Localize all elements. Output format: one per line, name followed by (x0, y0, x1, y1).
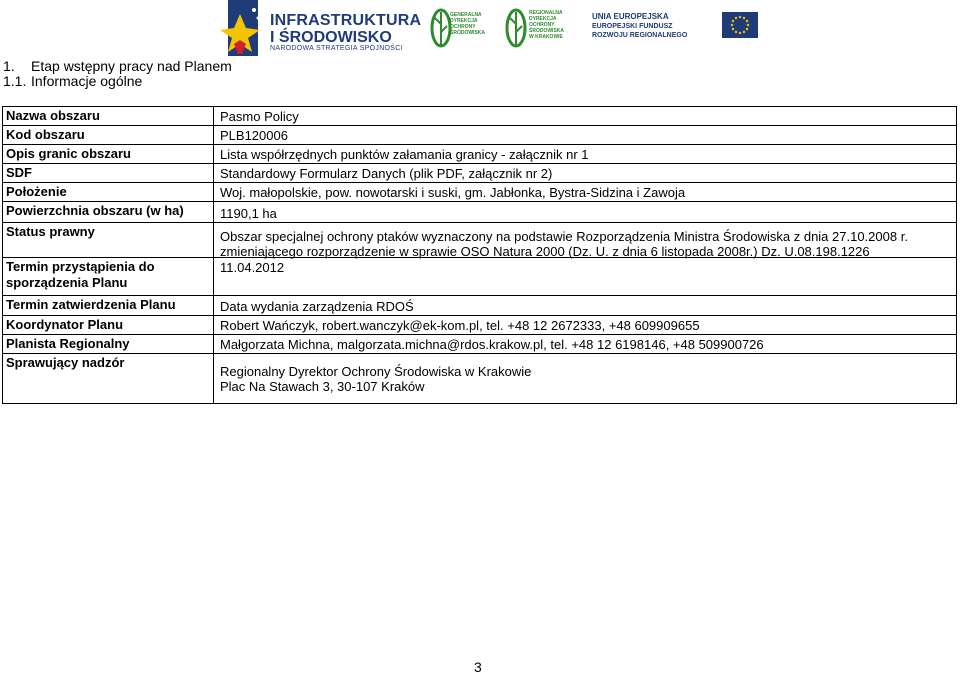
row-value: Standardowy Formularz Danych (plik PDF, załącznik nr 2) (220, 166, 553, 181)
table-row (3, 223, 956, 258)
row-value: 1190,1 ha (220, 206, 277, 221)
table-row (3, 202, 956, 223)
row-value: Robert Wańczyk, robert.wanczyk@ek-kom.pl, tel. +48 12 2672333, +48 609909655 (220, 318, 700, 333)
page-number: 3 (474, 659, 482, 675)
gdos-logo (430, 0, 485, 58)
eu-fund-logo (578, 0, 758, 56)
section-heading-1-1 (3, 73, 142, 89)
eu-logo-line2: EUROPEJSKI FUNDUSZ (592, 23, 673, 30)
section-title: Informacje ogólne (31, 73, 143, 89)
table-row (3, 183, 956, 202)
eu-logo-line1: UNIA EUROPEJSKA (592, 12, 669, 21)
row-label: Planista Regionalny (6, 336, 130, 351)
eu-flag-icon (722, 12, 758, 38)
infra-logo-line2: I ŚRODOWISKO (270, 29, 392, 46)
row-value: Data wydania zarządzenia RDOŚ (220, 299, 414, 314)
section-number: 1.1. (3, 73, 27, 89)
row-label: Status prawny (6, 224, 95, 239)
row-label: Powierzchnia obszaru (w ha) (6, 203, 184, 218)
row-label: Koordynator Planu (6, 317, 124, 332)
section-number: 1. (3, 58, 15, 74)
row-value: Woj. małopolskie, pow. nowotarski i suski, gm. Jabłonka, Bystra-Sidzina i Zawoja (220, 185, 686, 200)
eu-logo-line3: ROZWOJU REGIONALNEGO (592, 32, 688, 39)
infra-logo-line1: INFRASTRUKTURA (270, 12, 422, 29)
general-info-table (2, 106, 957, 404)
flag-star-icon (220, 0, 266, 56)
row-label: Termin zatwierdzenia Planu (6, 297, 176, 312)
header-logos (220, 0, 940, 58)
row-value: Regionalny Dyrektor Ochrony Środowiska w Krakowie Plac Na Stawach 3, 30-107 Kraków (220, 364, 532, 394)
row-value: Pasmo Policy (220, 109, 299, 124)
table-row (3, 316, 956, 335)
row-label: Położenie (6, 184, 67, 199)
row-label: Termin przystąpienia do sporządzenia Planu (6, 259, 155, 290)
row-value: Lista współrzędnych punktów załamania granicy - załącznik nr 1 (220, 147, 589, 162)
rdos-logo-text: REGIONALNA DYREKCJA OCHRONY ŚRODOWISKA W KRAKOWIE (529, 10, 564, 40)
table-row (3, 354, 956, 403)
row-label: SDF (6, 165, 32, 180)
gdos-logo-text: GENERALNA DYREKCJA OCHRONY ŚRODOWISKA (450, 12, 485, 36)
row-label: Sprawujący nadzór (6, 355, 125, 370)
infra-logo-line3: NARODOWA STRATEGIA SPÓJNOŚCI (270, 45, 403, 52)
table-row (3, 145, 956, 164)
leaf-icon (505, 6, 527, 56)
table-row (3, 258, 956, 296)
row-value: Małgorzata Michna, malgorzata.michna@rdos.krakow.pl, tel. +48 12 6198146, +48 509900726 (220, 337, 764, 352)
section-title: Etap wstępny pracy nad Planem (31, 58, 232, 74)
table-row (3, 164, 956, 183)
row-value: 11.04.2012 (220, 260, 285, 275)
table-row (3, 126, 956, 145)
section-heading-1 (3, 58, 232, 74)
row-label: Opis granic obszaru (6, 146, 131, 161)
row-label: Nazwa obszaru (6, 108, 100, 123)
row-value: PLB120006 (220, 128, 288, 143)
infrastruktura-logo (220, 0, 422, 56)
table-row (3, 107, 956, 126)
table-row (3, 335, 956, 354)
row-value: Obszar specjalnej ochrony ptaków wyznaczony na podstawie Rozporządzenia Ministra Środowiska z dnia 27.10.2008 r. zmieniającego rozporządzenie w sprawie OSO Natura 2000 (Dz. U. z dnia 6 listopada 2008r.) Dz. U.08.198.1226 (220, 229, 908, 259)
row-label: Kod obszaru (6, 127, 85, 142)
table-row (3, 296, 956, 316)
rdos-logo (505, 0, 565, 58)
leaf-icon (430, 6, 452, 56)
